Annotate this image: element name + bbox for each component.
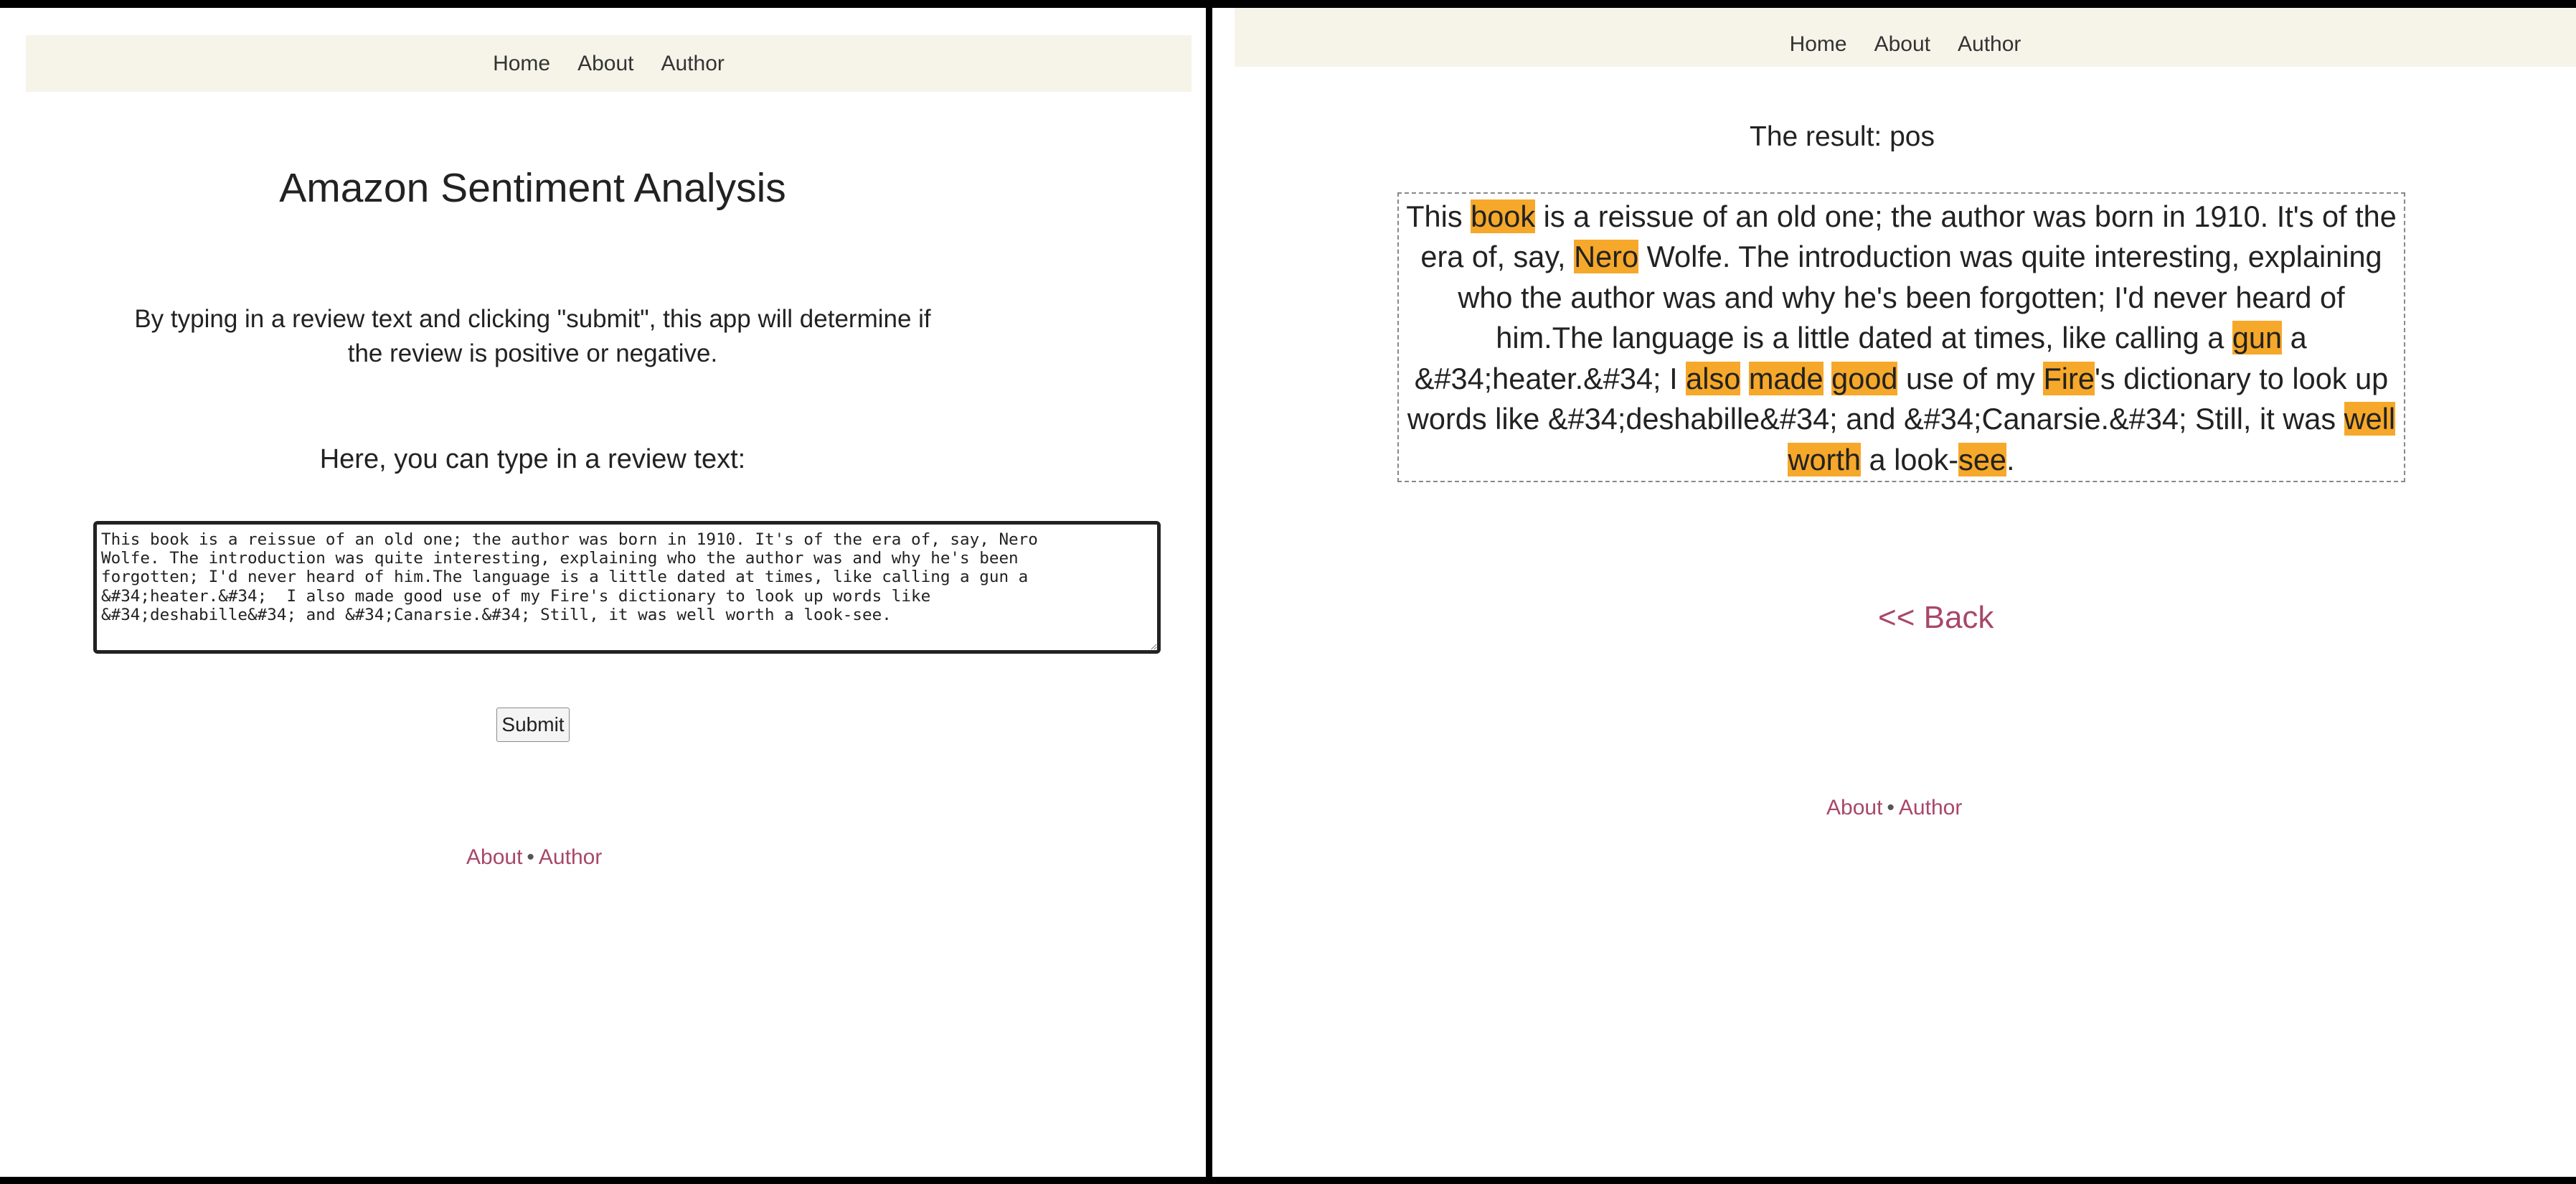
result-text-segment: a look- xyxy=(1860,442,1959,476)
footer-separator: • xyxy=(527,845,534,869)
footer-links xyxy=(466,845,602,870)
highlighted-word: book xyxy=(1471,199,1536,233)
footer-author-link[interactable]: Author xyxy=(538,845,603,869)
result-page-panel xyxy=(1212,8,2576,1177)
highlighted-word: also xyxy=(1686,361,1741,395)
description-line: the review is positive or negative. xyxy=(347,339,718,367)
nav-home-link[interactable]: Home xyxy=(493,51,551,75)
back-link[interactable]: << Back xyxy=(1878,600,1994,635)
highlighted-word: made xyxy=(1748,361,1824,395)
result-text-segment: Wolfe. The introduction was quite interesting, explaining who the author was and why he's been forgotten; I'd never heard of him.The language is a little dated at times, like calling a xyxy=(1458,240,2382,355)
app-description xyxy=(57,302,1008,370)
highlighted-word: good xyxy=(1831,361,1898,395)
result-text-segment: 's dictionary to look up words like &#34;deshabille&#34; and &#34;Canarsie.&#34; Still, it was xyxy=(1407,361,2389,436)
highlighted-word: Nero xyxy=(1574,240,1639,274)
footer-about-link[interactable]: About xyxy=(466,845,523,869)
result-text-segment: is a reissue of an old one; the author was born in 1910. It's of the era of, say, xyxy=(1420,199,2397,274)
highlighted-review-text xyxy=(1397,192,2405,482)
result-text-segment: . xyxy=(2006,442,2015,476)
footer-about-link[interactable]: About xyxy=(1826,796,1883,819)
highlighted-word: well xyxy=(2344,402,2396,436)
footer-links xyxy=(1826,796,1962,820)
result-text-segment xyxy=(1740,362,1749,395)
input-page-panel xyxy=(0,8,1206,1177)
highlighted-word: see xyxy=(1958,442,2006,476)
highlighted-word: worth xyxy=(1788,442,1861,476)
top-navbar xyxy=(1235,8,2576,67)
page-title: Amazon Sentiment Analysis xyxy=(279,165,786,211)
result-text-segment: use of my xyxy=(1897,361,2044,395)
nav-about-link[interactable]: About xyxy=(1874,32,1931,56)
nav-about-link[interactable]: About xyxy=(577,51,634,75)
review-prompt: Here, you can type in a review text: xyxy=(319,444,746,474)
submit-button[interactable]: Submit xyxy=(496,708,570,742)
nav-author-link[interactable]: Author xyxy=(1958,32,2021,56)
highlighted-word: gun xyxy=(2232,321,2283,355)
result-text-segment: This xyxy=(1406,199,1471,233)
review-text-input[interactable] xyxy=(93,521,1161,654)
highlighted-word: Fire xyxy=(2043,361,2095,395)
screen-bottom-border xyxy=(0,1177,2576,1184)
result-text-segment: a &#34;heater.&#34; I xyxy=(1414,321,2307,395)
sentiment-result-label: The result: pos xyxy=(1750,121,1935,152)
footer-author-link[interactable]: Author xyxy=(1898,796,1963,819)
description-line: By typing in a review text and clicking "submit", this app will determine if xyxy=(134,305,931,333)
result-text-segment xyxy=(1824,362,1832,395)
nav-author-link[interactable]: Author xyxy=(661,51,725,75)
nav-home-link[interactable]: Home xyxy=(1789,32,1847,56)
top-navbar xyxy=(26,35,1192,92)
footer-separator: • xyxy=(1887,796,1895,819)
